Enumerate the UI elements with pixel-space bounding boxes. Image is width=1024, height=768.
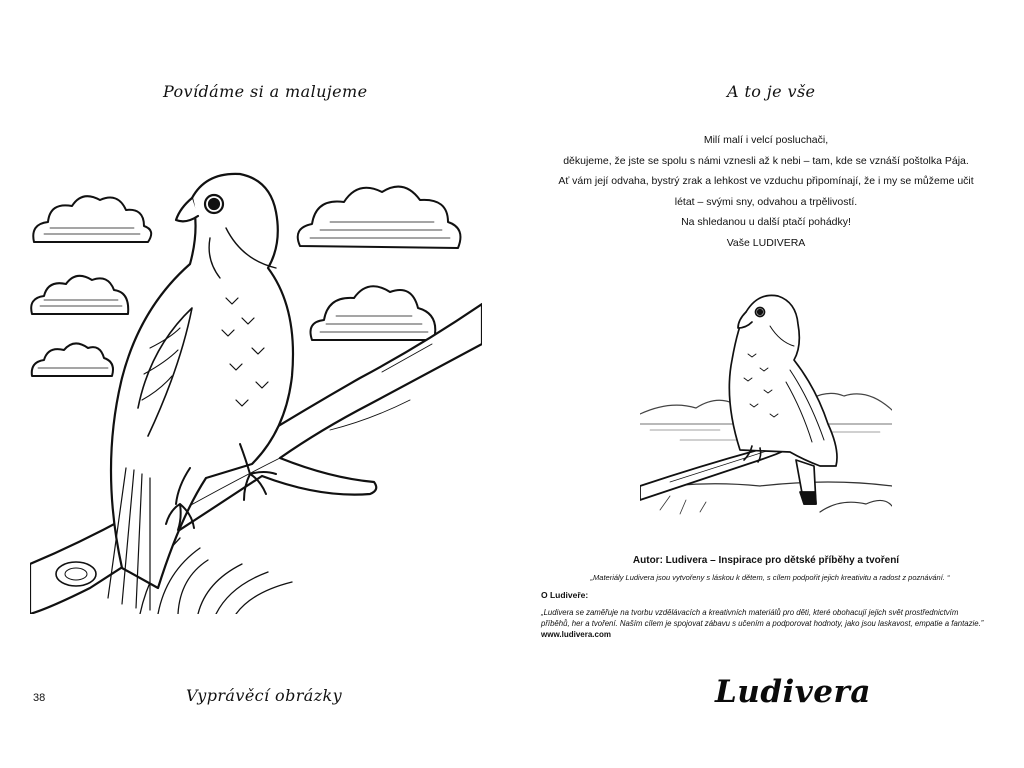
right-page-heading: A to je vše: [727, 82, 816, 101]
letter-line: Ať vám její odvaha, bystrý zrak a lehkost ve vzduchu připomínají, že i my se můžeme učit: [558, 175, 974, 187]
motto-quote: „Materiály Ludivera jsou vytvořeny s láskou k dětem, s cílem podpořit jejich kreativitu a radost z poznávání. “: [590, 573, 950, 582]
cloud-low-left: [32, 343, 113, 376]
letter-line: létat – svými sny, odvahou a trpělivostí.: [674, 195, 858, 208]
ludivera-logo: Ludivera: [715, 674, 871, 710]
cloud-top-right: [298, 187, 461, 248]
credits: [541, 555, 1011, 639]
author-line: Autor: Ludivera – Inspirace pro dětské příběhy a tvoření: [632, 555, 900, 566]
closing-letter: [530, 130, 1002, 253]
cloud-mid-left: [31, 276, 128, 314]
kestrel-landscape-illustration: [640, 290, 892, 522]
left-page-heading: Povídáme si a malujeme: [163, 82, 368, 101]
letter-signature: Vaše LUDIVERA: [726, 236, 806, 249]
about-text: „Ludivera se zaměřuje na tvorbu vzdělávacích a kreativních materiálů pro děti, které obohacují jejich svět prostřednictvím příběhů, her a tvoření. Naším cílem je spojovat zábavu s učením a podporovat hodnoty, jako jsou laskavost, empatie a fantazie.”: [541, 608, 984, 628]
perched-kestrel: [729, 295, 837, 504]
left-page-footer-title: Vyprávěcí obrázky: [186, 686, 343, 705]
kestrel-coloring-illustration: [30, 168, 482, 614]
website-link[interactable]: www.ludivera.com: [541, 630, 611, 639]
page-number: 38: [33, 692, 46, 704]
cloud-top-left: [33, 196, 151, 242]
letter-line: Milí malí i velcí posluchači,: [703, 134, 829, 146]
about-heading: O Ludiveře:: [541, 590, 589, 600]
cloud-mid-right: [311, 286, 436, 340]
letter-line: děkujeme, že jste se spolu s námi vznesli až k nebi – tam, kde se vznáší poštolka Pája.: [563, 154, 969, 167]
letter-line: Na shledanou u další ptačí pohádky!: [681, 216, 851, 228]
